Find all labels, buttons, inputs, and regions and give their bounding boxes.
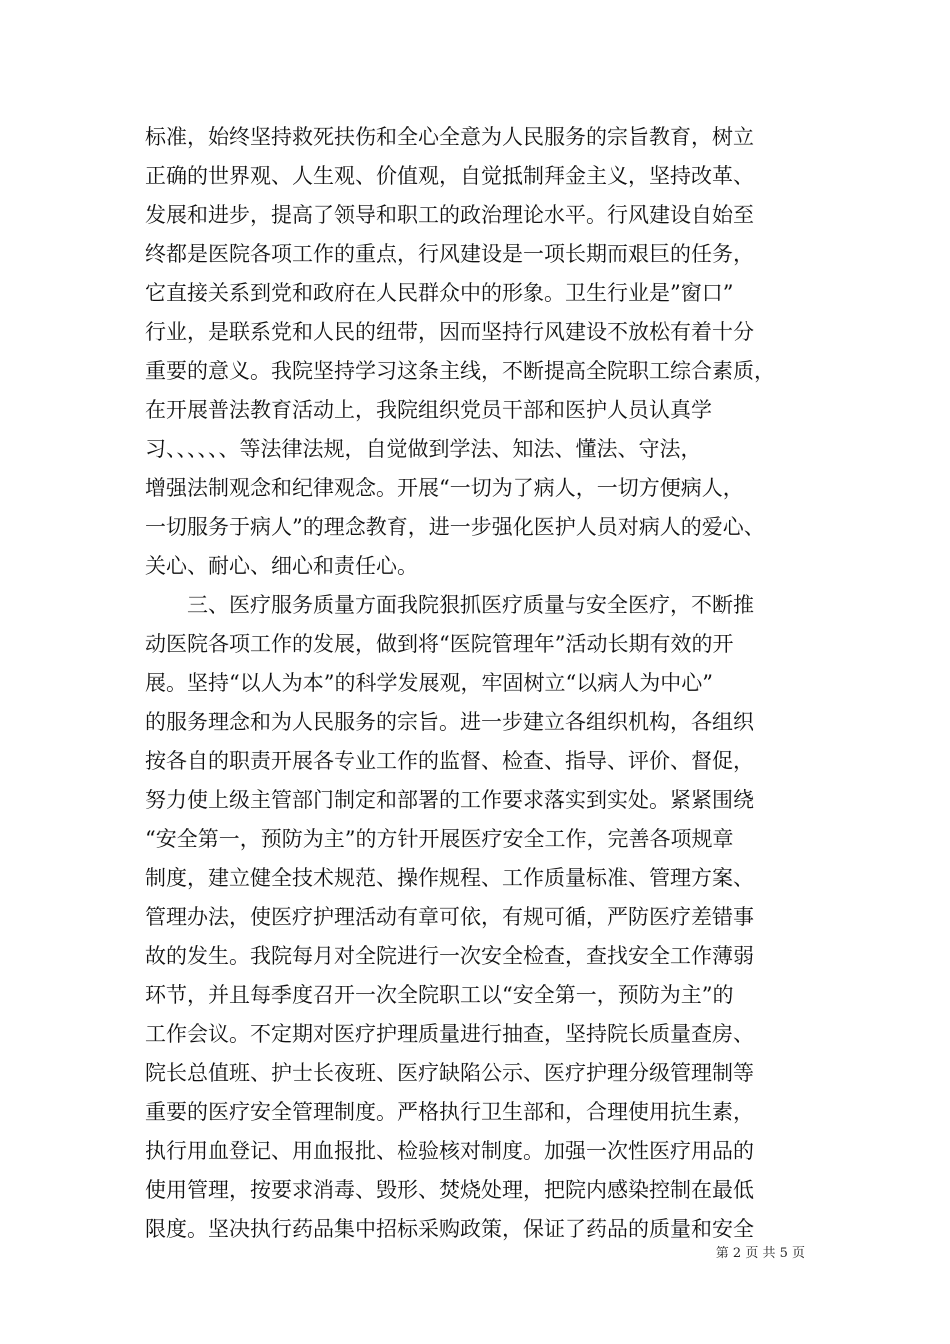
text-line: 标准，始终坚持救死扶伤和全心全意为人民服务的宗旨教育，树立 [145, 125, 754, 149]
body-text [145, 118, 835, 1249]
text-line: 展。坚持“以人为本”的科学发展观，牢固树立“以病人为中心” [145, 671, 713, 695]
text-line: 努力使上级主管部门制定和部署的工作要求落实到实处。紧紧围绕 [145, 788, 754, 812]
text-line: 行业，是联系党和人民的纽带，因而坚持行风建设不放松有着十分 [145, 320, 754, 344]
text-line: 一切服务于病人”的理念教育，进一步强化医护人员对病人的爱心、 [145, 515, 765, 539]
text-line: 执行用血登记、用血报批、检验核对制度。加强一次性医疗用品的 [145, 1139, 754, 1163]
text-line: 按各自的职责开展各专业工作的监督、检查、指导、评价、督促， [145, 749, 754, 773]
text-line: 动医院各项工作的发展，做到将“医院管理年”活动长期有效的开 [145, 632, 734, 656]
section-three-first-line: 三、医疗服务质量方面我院狠抓医疗质量与安全医疗，不断推 [187, 593, 754, 617]
text-line: 它直接关系到党和政府在人民群众中的形象。卫生行业是”窗口” [145, 281, 734, 305]
text-line: 工作会议。不定期对医疗护理质量进行抽查，坚持院长质量查房、 [145, 1022, 754, 1046]
text-line: 终都是医院各项工作的重点，行风建设是一项长期而艰巨的任务， [145, 242, 754, 266]
text-line: 关心、耐心、细心和责任心。 [145, 554, 418, 578]
page-number-footer: 第 2 页 共 5 页 [715, 1246, 805, 1261]
text-line: 正确的世界观、人生观、价值观，自觉抵制拜金主义，坚持改革、 [145, 164, 754, 188]
text-line: 故的发生。我院每月对全院进行一次安全检查，查找安全工作薄弱 [145, 944, 754, 968]
text-line: 重要的意义。我院坚持学习这条主线，不断提高全院职工综合素质， [145, 359, 775, 383]
text-line: 环节，并且每季度召开一次全院职工以“安全第一，预防为主”的 [145, 983, 734, 1007]
text-line: “安全第一，预防为主”的方针开展医疗安全工作，完善各项规章 [145, 827, 734, 851]
text-line: 使用管理，按要求消毒、毁形、焚烧处理，把院内感染控制在最低 [145, 1178, 754, 1202]
text-line: 院长总值班、护士长夜班、医疗缺陷公示、医疗护理分级管理制等 [145, 1061, 754, 1085]
text-line: 发展和进步，提高了领导和职工的政治理论水平。行风建设自始至 [145, 203, 754, 227]
text-line: 限度。坚决执行药品集中招标采购政策，保证了药品的质量和安全 [145, 1217, 754, 1241]
text-line: 管理办法，使医疗护理活动有章可依，有规可循，严防医疗差错事 [145, 905, 754, 929]
text-line: 增强法制观念和纪律观念。开展“一切为了病人，一切方便病人， [145, 476, 744, 500]
text-line: 制度，建立健全技术规范、操作规程、工作质量标准、管理方案、 [145, 866, 754, 890]
text-line: 的服务理念和为人民服务的宗旨。进一步建立各组织机构，各组织 [145, 710, 754, 734]
text-line: 习、、、、、、等法律法规，自觉做到学法、知法、懂法、守法， [145, 437, 702, 461]
text-line: 在开展普法教育活动上，我院组织党员干部和医护人员认真学 [145, 398, 712, 422]
text-line: 重要的医疗安全管理制度。严格执行卫生部和，合理使用抗生素， [145, 1100, 754, 1124]
